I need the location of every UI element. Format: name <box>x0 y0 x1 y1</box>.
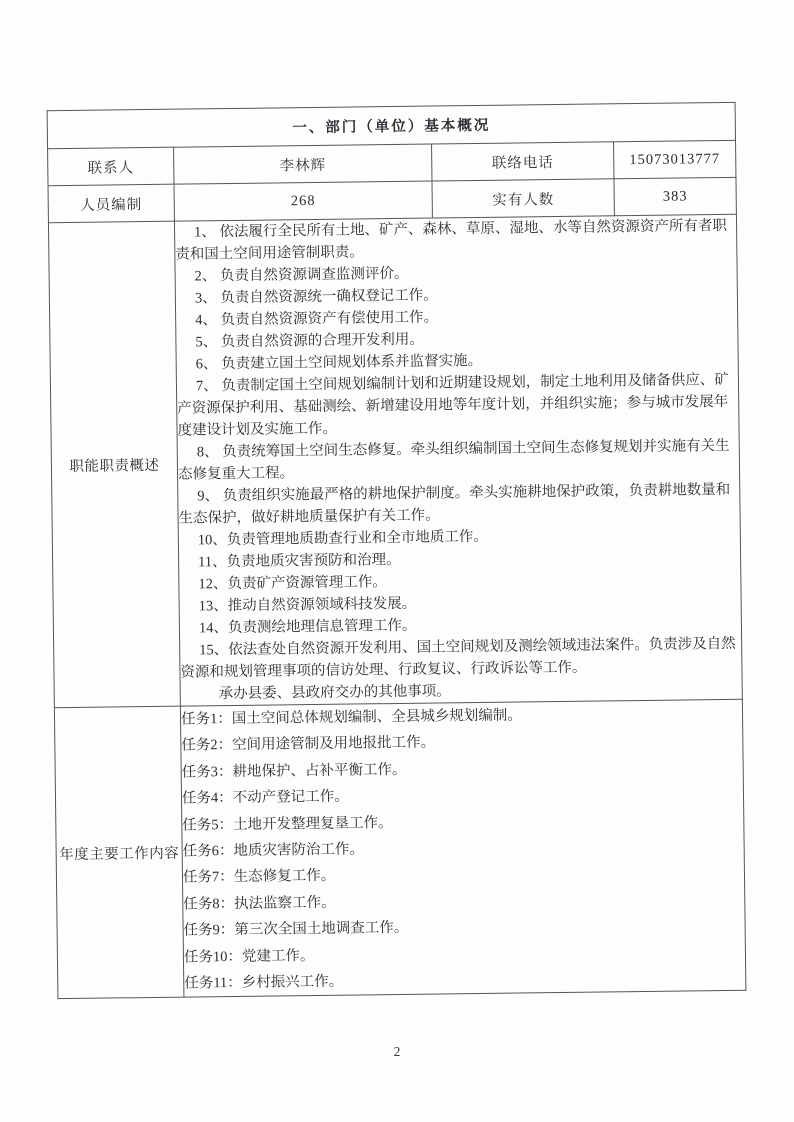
duty-item: 9、 负责组织实施最严格的耕地保护制度。牵头实施耕地保护政策，负责耕地数量和生态保护，做好耕地质量保护有关工作。 <box>178 481 731 527</box>
task-item: 任务8：执法监察工作。 <box>183 894 336 913</box>
duty-item: 10、负责管理地质勘查行业和全市地质工作。 <box>197 528 488 549</box>
duty-item: 7、 负责制定国土空间规划编制计划和近期建设规划，制定土地利用及储备供应、矿产资源保护利用、基础测绘、新增建设用地等年度计划，并组织实施；参与城市发展年度建设计划及实施工作。 <box>177 371 729 439</box>
task-item: 任务5：土地开发整理复垦工作。 <box>182 814 393 834</box>
basic-info-table <box>47 102 747 1000</box>
section-title: 一、部门（单位）基本概况 <box>47 102 735 148</box>
phone-label: 联络电话 <box>432 142 614 181</box>
headcount-value: 383 <box>614 177 736 215</box>
duty-item: 2、 负责自然资源调查监测评价。 <box>194 265 409 285</box>
staffing-label: 人员编制 <box>48 184 174 223</box>
duty-item: 14、负责测绘地理信息管理工作。 <box>198 617 417 637</box>
contact-value: 李林辉 <box>174 144 432 184</box>
duty-item: 5、 负责自然资源的合理开发利用。 <box>195 331 424 351</box>
task-item: 任务1：国土空间总体规划编制、全县城乡规划编制。 <box>180 707 522 728</box>
headcount-label: 实有人数 <box>432 179 614 218</box>
task-item: 任务3：耕地保护、占补平衡工作。 <box>181 761 407 781</box>
task-item: 任务2：空间用途管制及用地报批工作。 <box>181 734 436 755</box>
duty-item: 3、 负责自然资源统一确权登记工作。 <box>194 287 438 307</box>
duty-item: 6、 负责建立国土空间规划体系并监督实施。 <box>195 352 483 373</box>
duties-row <box>48 214 742 707</box>
task-item: 任务7：生态修复工作。 <box>182 868 336 887</box>
duty-item: 4、 负责自然资源资产有偿使用工作。 <box>195 309 439 329</box>
page-number: 2 <box>393 1044 401 1059</box>
tasks-row <box>54 699 746 999</box>
task-item: 任务11：乡村振兴工作。 <box>184 973 344 992</box>
basic-info-table-wrap <box>47 102 746 1000</box>
duty-item: 11、负责地质灾害预防和治理。 <box>198 551 401 571</box>
duty-item: 8、 负责统筹国土空间生态修复。牵头组织编制国土空间生态修复规划并实施有关生态修复重大工程。 <box>177 437 730 483</box>
duties-label: 职能职责概述 <box>48 221 180 708</box>
duty-item: 1、 依法履行全民所有土地、矿产、森林、草原、湿地、水等自然资源资产所有者职责和国土空间用途管制职责。 <box>175 217 728 263</box>
staffing-value: 268 <box>174 181 432 221</box>
duty-item: 12、负责矿产资源管理工作。 <box>198 574 387 593</box>
contact-label: 联系人 <box>48 147 174 186</box>
task-item: 任务6：地质灾害防治工作。 <box>182 841 364 860</box>
duties-closing: 承办县委、县政府交办的其他事项。 <box>218 683 451 703</box>
tasks-label: 年度主要工作内容 <box>54 706 184 999</box>
duty-item: 15、依法查处自然资源开发利用、国土空间规划及测绘领域违法案件。负责涉及自然资源和规划管理事项的信访处理、行政复议、行政诉讼等工作。 <box>180 635 736 681</box>
phone-value: 15073013777 <box>614 140 736 178</box>
task-item: 任务10：党建工作。 <box>183 947 315 966</box>
tasks-content <box>180 699 746 997</box>
task-item: 任务4：不动产登记工作。 <box>181 788 349 807</box>
duties-content <box>174 214 742 706</box>
duty-item: 13、推动自然资源领域科技发展。 <box>198 595 417 615</box>
task-item: 任务9：第三次全国土地调查工作。 <box>183 920 409 939</box>
